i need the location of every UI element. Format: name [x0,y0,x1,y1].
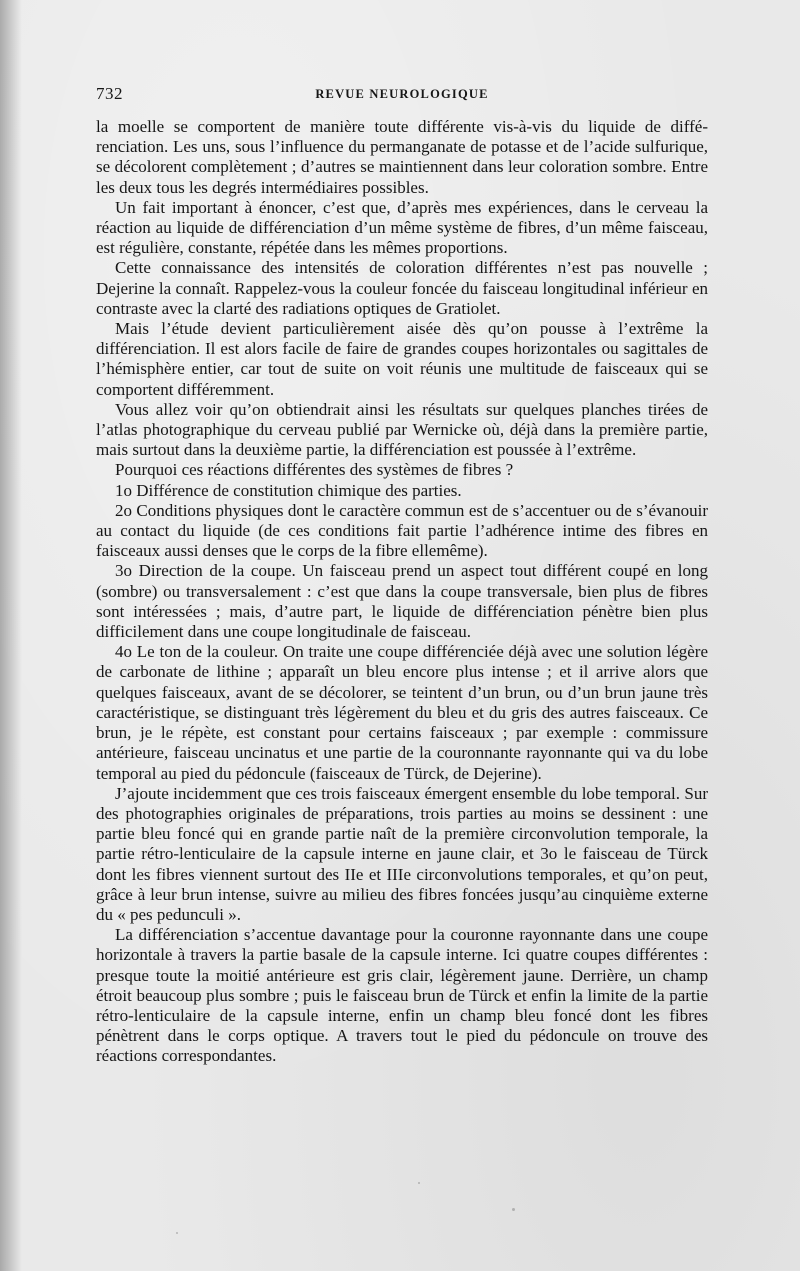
page-header [96,84,708,108]
paragraph: Cette connaissance des intensités de coloration différentes n’est pas nouvelle ; Dejerine la connaît. Rappelez-vous la couleur foncée du faisceau longitudinal inférieur en contraste avec la clarté des radiations optiques de Gratiolet. [96,258,708,318]
paragraph: Un fait important à énoncer, c’est que, d’après mes expériences, dans le cerveau la réaction au liquide de différenciation d’un même système de fibres, d’un même faisceau, est régulière, constante, répétée dans les mêmes proportions. [96,197,708,258]
list-item: 3o Direction de la coupe. Un faisceau prend un aspect tout différent coupé en long (sombre) ou transversalement : c’est que dans la coupe transversale, bien plus de fibres sont intéressées ; mais, d’autre part, le liquide de différenciation pénètre bien plus difficilement dans une coupe longitudinale de faisceau. [96,561,708,642]
list-item: 1o Différence de constitution chimique des parties. [115,480,462,500]
running-head: REVUE NEUROLOGIQUE [315,87,489,101]
paragraph: la moelle se comportent de manière toute différente vis-à-vis du liquide de différenciation. Les uns, sous l’influence du permanganate de potasse et de l’acide sulfurique, se décolorent complètement ; d’autres se maintiennent dans leur coloration sombre. Entre les deux tous les degrés intermédiaires possibles. [96,117,708,197]
paragraph: Vous allez voir qu’on obtiendrait ainsi les résultats sur quelques planches tirées de l’atlas photographique du cerveau publié par Wernicke où, déjà dans la première partie, mais surtout dans la deuxième partie, la différenciation est poussée à l’extrême. [96,399,708,460]
binding-shadow [0,0,22,1271]
paragraph: J’ajoute incidemment que ces trois faisceaux émergent ensemble du lobe temporal. Sur des photographies originales de préparations, trois parties au moins se dessinent : une partie bleu foncé qui en grande partie naît de la première circonvolution temporale, la partie rétro-lenticulaire de la capsule interne en jaune clair, et 3o le faisceau de Türck dont les fibres viennent surtout des IIe et IIIe circonvolutions temporales, et qu’on peut, grâce à leur brun intense, suivre au milieu des fibres foncées jusqu’au cinquième externe du « pes pedunculi ». [96,783,708,924]
speck [418,1182,420,1184]
paragraph: Pourquoi ces réactions différentes des systèmes de fibres ? [115,460,514,480]
list-item: 2o Conditions physiques dont le caractère commun est de s’accentuer ou de s’évanouir au contact du liquide (de ces conditions fait partie l’adhérence intime des fibres en faisceaux aussi denses que le corps de la fibre ellemême). [96,500,708,561]
paragraph: La différenciation s’accentue davantage pour la couronne rayonnante dans une coupe horizontale à travers la partie basale de la capsule interne. Ici quatre coupes différentes : presque toute la moitié antérieure est gris clair, légèrement jaune. Derrière, un champ étroit beaucoup plus sombre ; puis le faisceau brun de Türck et enfin la limite de la partie rétro-lenticulaire de la capsule interne, enfin un champ bleu foncé dont les fibres pénètrent dans le corps optique. A travers tout le pied du pédoncule on trouve des réactions correspondantes. [96,925,708,1066]
list-item: 4o Le ton de la couleur. On traite une coupe différenciée déjà avec une solution légère de carbonate de lithine ; apparaît un bleu encore plus intense ; et il arrive alors que quelques faisceaux, avant de se décolorer, se teintent d’un brun, ou d’un brun jaune très caractéristique, se distinguant très légèrement du bleu et du gris des autres faisceaux. Ce brun, je le répète, est constant pour certains faisceaux ; par exemple : commissure antérieure, faisceau uncinatus et une partie de la couronnante rayonnante qui va du lobe temporal au pied du pédoncule (faisceaux de Türck, de Dejerine). [96,642,708,783]
speck [512,1208,515,1211]
paragraph: Mais l’étude devient particulièrement aisée dès qu’on pousse à l’extrême la différenciation. Il est alors facile de faire de grandes coupes horizontales ou sagittales de l’hémisphère entier, car tout de suite on voit réunis une multitude de faisceaux qui se comportent différemment. [96,319,708,399]
page-number: 732 [96,84,123,103]
body-text [96,117,708,1067]
speck [176,1232,178,1234]
